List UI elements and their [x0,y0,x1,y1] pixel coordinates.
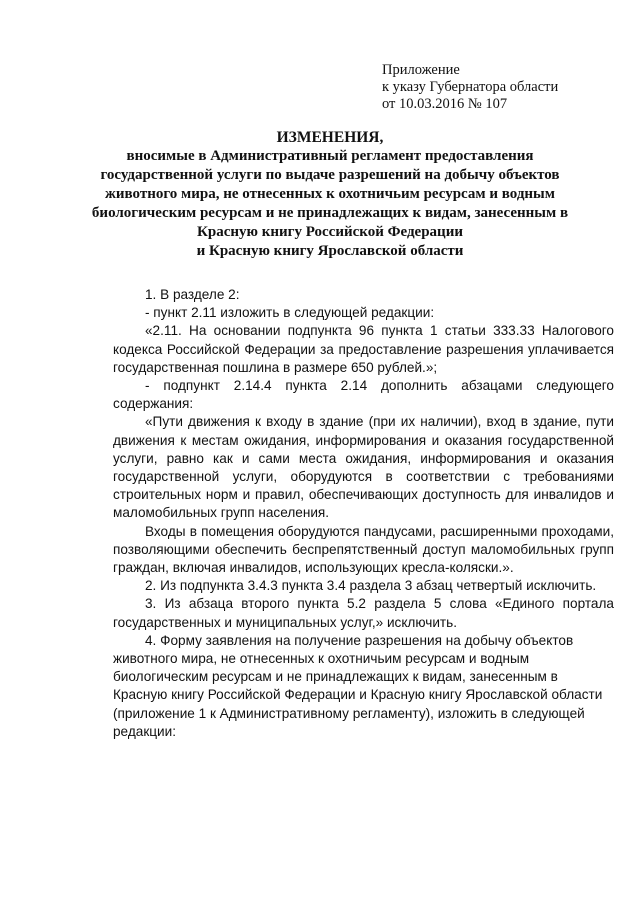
paragraph-item-2-14-4: - подпункт 2.14.4 пункта 2.14 дополнить абзацами следующего содержания: [113,378,614,412]
heading-line: и Красную книгу Ярославской области [196,243,464,259]
paragraph-quote-2-11: «2.11. На основании подпункта 96 пункта 1 статьи 333.33 Налогового кодекса Российской Федерации за предоставление разрешения уплачивается государственная пошлина в размере 650 рублей.»; [113,323,614,375]
heading-title: ИЗМЕНЕНИЯ, [276,129,384,146]
paragraph-entrances: Входы в помещения оборудуются пандусами, расширенными проходами, позволяющими обеспечить беспрепятственный доступ маломобильных групп граждан, включая инвалидов, использующих кресла-коляски.». [113,523,614,576]
heading-line: животного мира, не отнесенных к охотничьим ресурсам и водным [105,186,555,202]
document-body [113,286,614,741]
appendix-decree-ref: к указу Губернатора области [382,79,559,95]
paragraph-item-2-11: - пункт 2.11 изложить в следующей редакции: [145,305,435,321]
document-heading [80,128,580,261]
heading-line: Красную книгу Российской Федерации [197,224,463,240]
heading-line: биологическим ресурсам и не принадлежащих к видам, занесенным в [91,205,569,221]
appendix-date-number: от 10.03.2016 № 107 [382,96,508,112]
appendix-block [382,62,612,113]
paragraph-section-2: 2. Из подпункта 3.4.3 пункта 3.4 раздела 3 абзац четвертый исключить. [145,578,597,594]
paragraph-section-1: 1. В разделе 2: [145,287,240,302]
paragraph-section-3: 3. Из абзаца второго пункта 5.2 раздела 5 слова «Единого портала государственных и муниципальных услуг,» исключить. [113,596,614,630]
paragraph-quote-accessibility: «Пути движения к входу в здание (при их наличии), вход в здание, пути движения к местам ожидания, информирования и оказания государственной услуги, равно как и сами места ожидания, информирования и оказания государственной услуги, оборудуются в соответствии с требованиями строительных норм и правил, обеспечивающих доступность для инвалидов и маломобильных групп населения. [113,414,614,521]
appendix-label: Приложение [382,62,460,78]
heading-line: государственной услуги по выдаче разрешений на добычу объектов [100,167,560,183]
heading-line: вносимые в Административный регламент предоставления [126,148,534,164]
paragraph-section-4: 4. Форму заявления на получение разрешения на добычу объектов животного мира, не отнесенных к охотничьим ресурсам и водным биологическим ресурсам и не принадлежащих к видам, занесенным в Красную книгу Российской Федерации и Красную книгу Ярославской области (приложение 1 к Административному регламенту), изложить в следующей редакции: [113,632,603,739]
